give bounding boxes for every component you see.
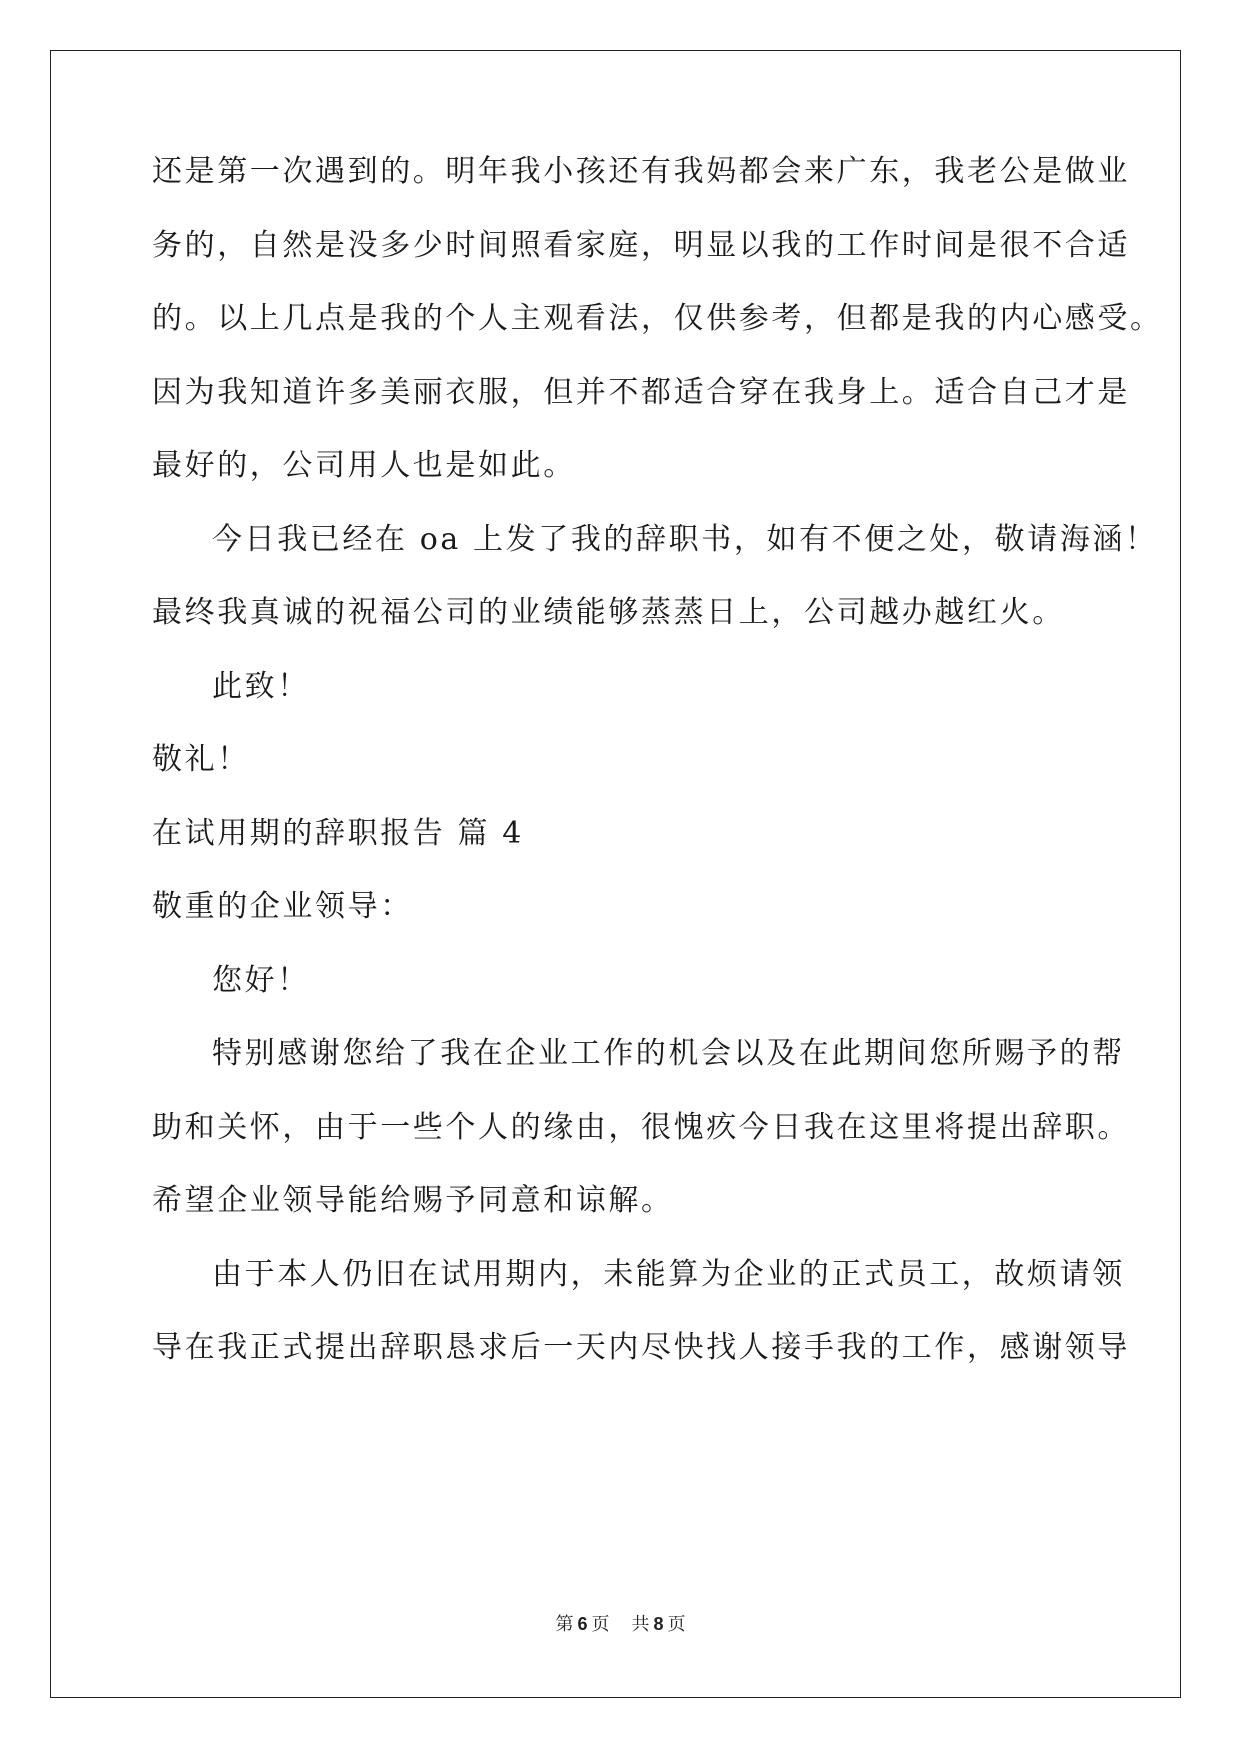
body-line: 务的，自然是没多少时间照看家庭，明显以我的工作时间是很不合适	[152, 228, 1130, 263]
body-line: 的。以上几点是我的个人主观看法，仅供参考，但都是我的内心感受。	[152, 301, 1163, 336]
page-border	[50, 50, 1181, 1698]
body-line: 助和关怀，由于一些个人的缘由，很愧疚今日我在这里将提出辞职。	[152, 1110, 1130, 1145]
body-line: 由于本人仍旧在试用期内，未能算为企业的正式员工，故烦请领	[212, 1257, 1125, 1292]
greeting: 您好！	[212, 963, 310, 998]
page-label-suffix: 页	[591, 1614, 610, 1635]
closing-phrase: 此致！	[212, 669, 310, 704]
current-page-number: 6	[577, 1614, 588, 1634]
body-line: 今日我已经在 oa 上发了我的辞职书，如有不便之处，敬请海涵！	[212, 522, 1158, 557]
closing-salute: 敬礼！	[152, 742, 250, 777]
total-page-number: 8	[653, 1614, 664, 1634]
body-line: 还是第一次遇到的。明年我小孩还有我妈都会来广东，我老公是做业	[152, 154, 1130, 189]
body-line: 希望企业领导能给赐予同意和谅解。	[152, 1183, 674, 1218]
body-line: 导在我正式提出辞职恳求后一天内尽快找人接手我的工作，感谢领导	[152, 1330, 1130, 1365]
page-footer	[0, 1612, 1241, 1637]
total-label-suffix: 页	[667, 1614, 686, 1635]
total-label-prefix: 共	[631, 1614, 650, 1635]
salutation: 敬重的企业领导：	[152, 889, 413, 924]
body-line: 因为我知道许多美丽衣服，但并不都适合穿在我身上。适合自己才是	[152, 375, 1130, 410]
body-line: 最终我真诚的祝福公司的业绩能够蒸蒸日上，公司越办越红火。	[152, 595, 1065, 630]
body-line: 最好的，公司用人也是如此。	[152, 448, 576, 483]
page-label-prefix: 第	[555, 1614, 574, 1635]
body-line: 特别感谢您给了我在企业工作的机会以及在此期间您所赐予的帮	[212, 1036, 1125, 1071]
section-heading: 在试用期的辞职报告 篇 4	[152, 816, 524, 851]
